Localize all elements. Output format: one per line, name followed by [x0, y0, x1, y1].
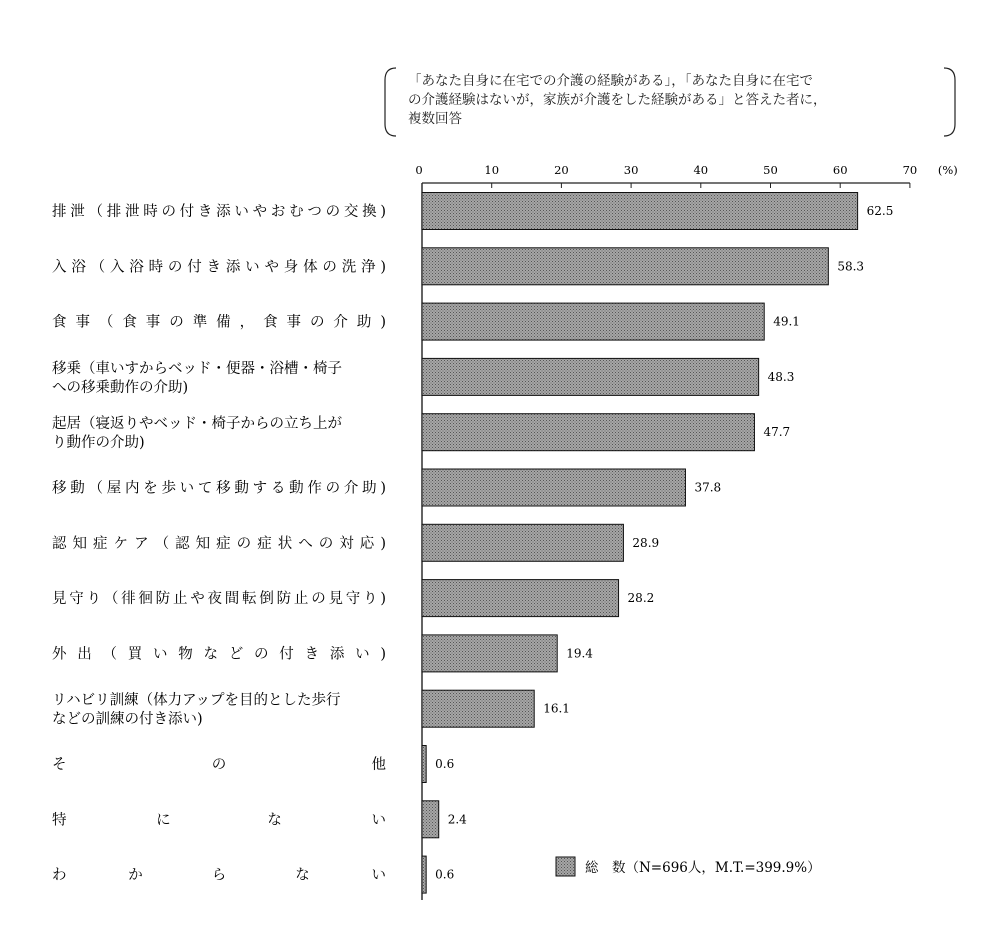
bar-value-label: 62.5: [866, 204, 894, 218]
bar: [422, 358, 759, 395]
category-label: な: [295, 867, 310, 884]
x-tick-label: 70: [902, 163, 918, 177]
category-label: 見守り（徘徊防止や夜間転倒防止の見守り): [52, 591, 386, 608]
category-label: 他: [371, 757, 386, 773]
category-label: に: [156, 812, 171, 829]
category-label: 排泄（排泄時の付き添いやおむつの交換): [52, 204, 386, 220]
bar-value-label: 49.1: [773, 314, 800, 329]
bar: [422, 303, 764, 340]
category-label: 入浴（入浴時の付き添いや身体の洗浄): [52, 259, 386, 276]
x-unit-label: (%): [937, 163, 958, 177]
category-label: の: [211, 757, 227, 773]
bar: [422, 856, 426, 893]
bar: [422, 524, 623, 561]
category-label: い: [371, 867, 386, 884]
bar: [422, 580, 619, 617]
bar-value-label: 19.4: [566, 646, 593, 661]
bar: [422, 635, 557, 672]
bar-value-label: 16.1: [543, 701, 570, 716]
bar-value-label: 0.6: [435, 867, 455, 882]
category-label: 食事（食事の準備，食事の介助): [52, 314, 387, 331]
category-label: への移乗動作の介助): [52, 379, 189, 396]
category-label: 外出（買い物などの付き添い): [52, 646, 386, 663]
bar: [422, 746, 426, 783]
x-tick-label: 50: [763, 163, 778, 177]
bar: [422, 469, 685, 506]
category-label: 認知症ケア（認知症の症状への対応): [52, 535, 386, 552]
bar: [422, 248, 828, 285]
x-tick-label: 60: [832, 163, 848, 177]
bar-value-label: 0.6: [435, 757, 455, 771]
category-label: などの訓練の付き添い): [52, 711, 203, 728]
legend-swatch: [556, 857, 575, 876]
legend-label: 総 数（N=696人，M.T.=399.9%）: [585, 860, 821, 876]
category-label: か: [128, 867, 143, 884]
bar-value-label: 58.3: [837, 259, 865, 274]
category-label: 起居（寝返りやベッド・椅子からの立ち上が: [52, 416, 342, 433]
bar-value-label: 28.9: [632, 535, 660, 550]
category-label: リハビリ訓練（体力アップを目的とした歩行: [52, 692, 341, 709]
bar-value-label: 2.4: [447, 812, 467, 827]
category-label: な: [267, 812, 282, 829]
category-label: ら: [211, 867, 227, 884]
x-tick-label: 10: [484, 163, 500, 177]
bar: [422, 414, 754, 451]
x-tick-label: 20: [554, 163, 569, 177]
note-line-3: 複数回答: [408, 111, 462, 127]
category-label: 特: [52, 812, 67, 829]
bar: [422, 193, 858, 230]
category-label: わ: [52, 867, 67, 884]
note-line-2: の介護経験はないが，家族が介護をした経験がある」と答えた者に，: [408, 92, 827, 108]
bar-value-label: 28.2: [627, 591, 655, 606]
bar-value-label: 37.8: [694, 480, 722, 495]
x-tick-label: 0: [415, 163, 423, 177]
x-tick-label: 30: [623, 163, 639, 177]
bar: [422, 801, 439, 838]
bar-value-label: 47.7: [763, 425, 791, 440]
category-label: い: [371, 812, 386, 829]
category-label: そ: [52, 757, 67, 773]
category-label: 移乗（車いすからベッド・便器・浴槽・椅子: [52, 360, 342, 377]
bar: [422, 690, 534, 727]
bar-value-label: 48.3: [767, 369, 795, 384]
x-tick-label: 40: [693, 163, 709, 177]
category-label: 移動（屋内を歩いて移動する動作の介助): [52, 480, 386, 497]
category-label: り動作の介助): [52, 435, 145, 452]
note-line-1: 「あなた自身に在宅での介護の経験がある」，「あなた自身に在宅で: [408, 73, 813, 89]
